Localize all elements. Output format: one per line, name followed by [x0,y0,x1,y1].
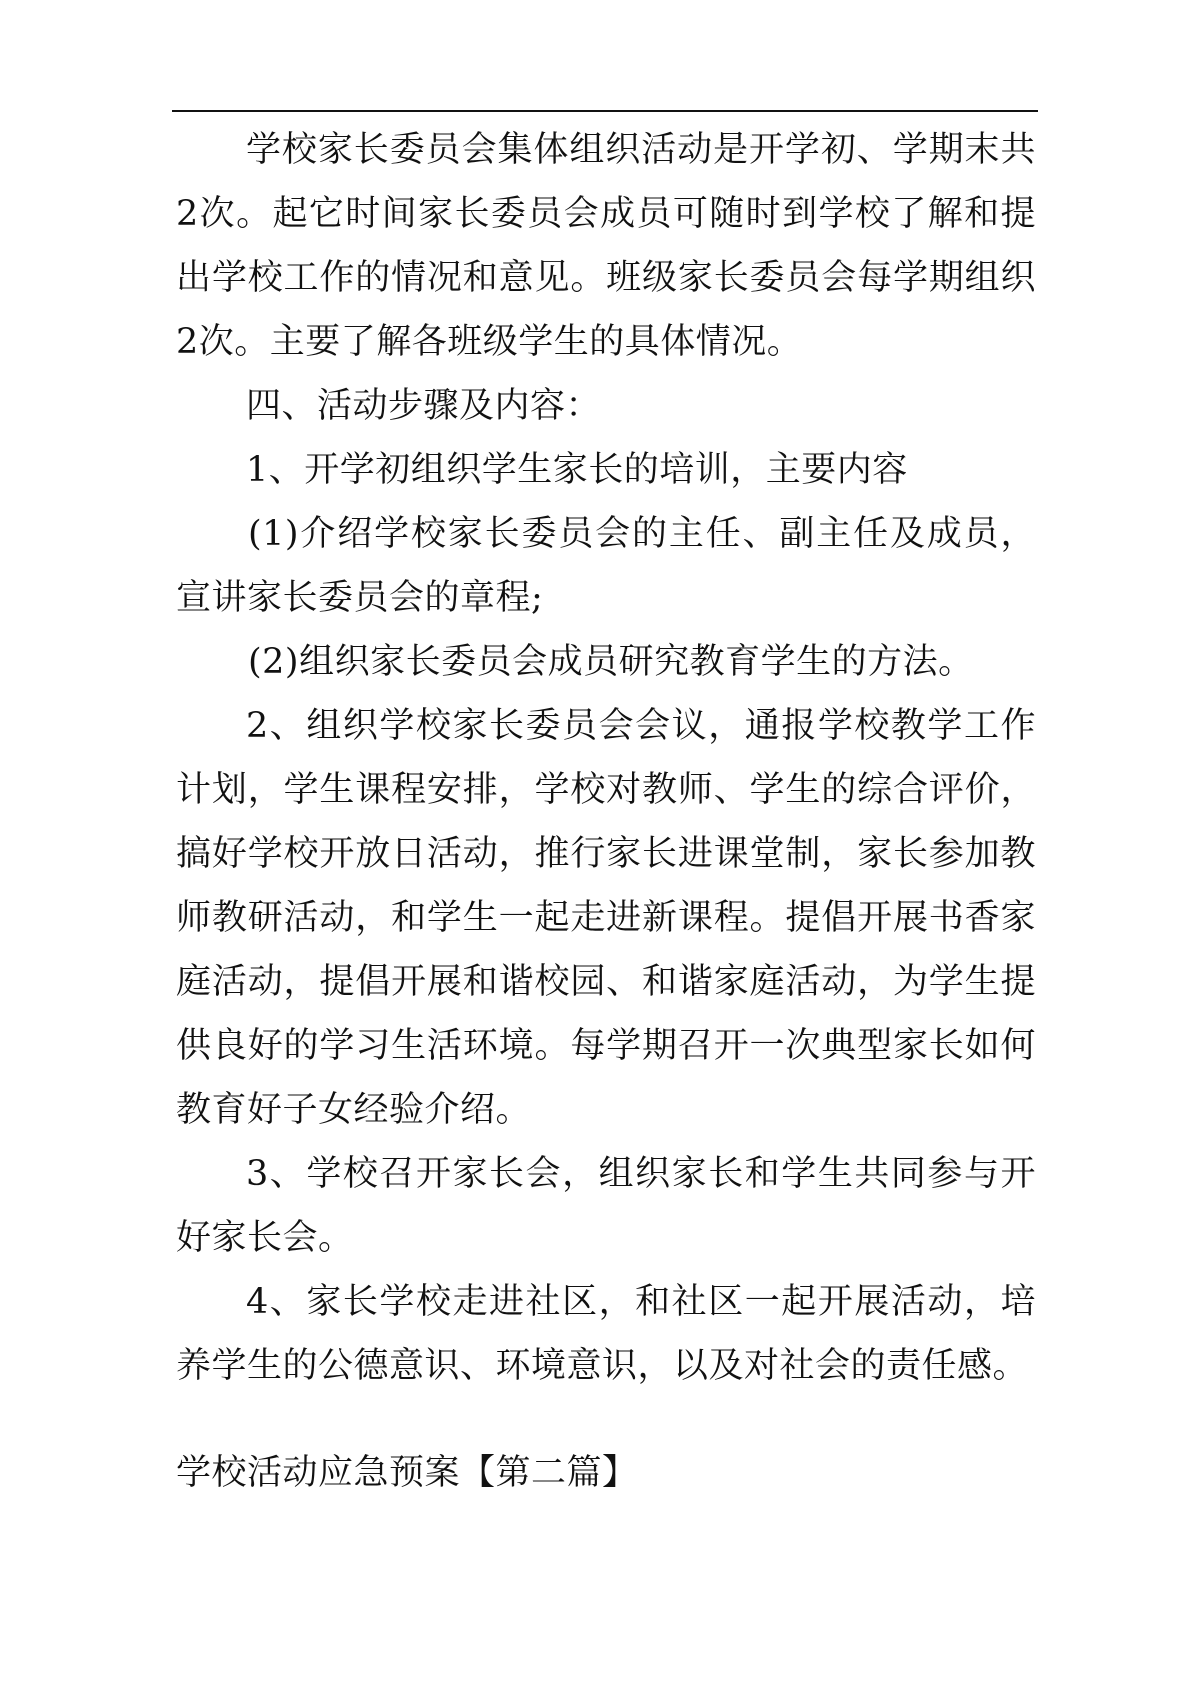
section-heading: 学校活动应急预案【第二篇】 [176,1453,638,1493]
paragraph-step-3: 3、学校召开家长会，组织家长和学生共同参与开好家长会。 [176,1154,1036,1258]
paragraph-committee-activities: 学校家长委员会集体组织活动是开学初、学期末共2次。起它时间家长委员会成员可随时到学校了解和提出学校工作的情况和意见。班级家长委员会每学期组织2次。主要了解各班级学生的具体情况。 [176,130,1036,362]
paragraph-step-4: 4、家长学校走进社区，和社区一起开展活动，培养学生的公德意识、环境意识，以及对社会的责任感。 [176,1282,1036,1386]
document-body [176,118,1036,1398]
paragraph-step-1-item-1: (1)介绍学校家长委员会的主任、副主任及成员，宣讲家长委员会的章程; [176,514,1036,618]
header-rule [172,110,1038,112]
paragraph-step-1-item-2: (2)组织家长委员会成员研究教育学生的方法。 [248,642,974,682]
paragraph-section-four-heading: 四、活动步骤及内容： [246,386,602,426]
paragraph-step-2: 2、组织学校家长委员会会议，通报学校教学工作计划，学生课程安排，学校对教师、学生的综合评价，搞好学校开放日活动，推行家长进课堂制，家长参加教师教研活动，和学生一起走进新课程。提倡开展书香家庭活动，提倡开展和谐校园、和谐家庭活动，为学生提供良好的学习生活环境。每学期召开一次典型家长如何教育好子女经验介绍。 [176,706,1036,1130]
paragraph-step-1: 1、开学初组织学生家长的培训，主要内容 [246,450,908,490]
